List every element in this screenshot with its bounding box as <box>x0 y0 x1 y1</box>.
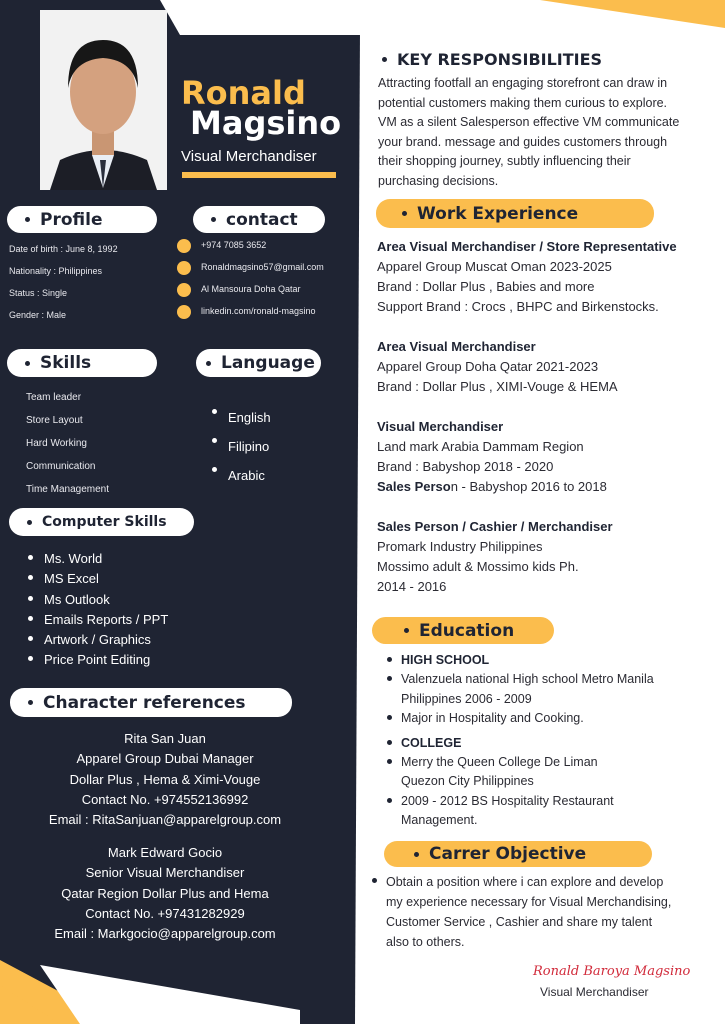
skills-heading: Skills <box>7 349 157 377</box>
education-item: Merry the Queen College De Liman Quezon City Philippines <box>385 753 705 792</box>
language-list <box>210 403 271 490</box>
objective-heading: Carrer Objective <box>384 841 652 867</box>
computer-skills-list <box>26 549 168 671</box>
last-name: Magsino <box>190 104 342 142</box>
profile-heading: Profile <box>7 206 157 233</box>
job-entry: Visual Merchandiser Land mark Arabia Dammam Region Brand : Babyshop 2018 - 2020 Sales Person - Babyshop 2016 to 2018 <box>377 417 722 497</box>
job-title: Visual Merchandiser <box>181 148 317 165</box>
contact-address: Al Mansoura Doha Qatar <box>177 282 324 304</box>
reference-company: Dollar Plus , Hema & Ximi-Vouge <box>69 771 261 787</box>
objective-item: Obtain a position where i can explore and develop my experience necessary for Visual Merchandising, Customer Service , Cashier and share my talent also to others. <box>370 872 715 952</box>
contact-heading: contact <box>193 206 325 233</box>
job-entry: Area Visual Merchandiser Apparel Group Doha Qatar 2021-2023 Brand : Dollar Plus , XIMI-Vouge & HEMA <box>377 337 722 397</box>
profile-status: Status : Single <box>9 288 68 298</box>
job-title: Sales Person / Cashier / Merchandiser <box>377 519 613 534</box>
location-icon <box>177 283 191 297</box>
skills-list <box>26 386 109 501</box>
reference-email[interactable]: Email : Markgocio@apparelgroup.com <box>54 926 276 942</box>
education-item: Valenzuela national High school Metro Manila Philippines 2006 - 2009 <box>385 670 705 709</box>
skill-item: Team leader <box>26 392 82 403</box>
bottom-left-white-shape <box>40 965 300 1024</box>
linkedin-icon <box>177 305 191 319</box>
contact-list <box>177 238 324 326</box>
job-entry: Sales Person / Cashier / Merchandiser Promark Industry Philippines Mossimo adult & Mossimo kids Ph. 2014 - 2016 <box>377 517 722 597</box>
first-name: Ronald <box>181 74 306 112</box>
computer-skill-item: MS Excel <box>26 569 168 589</box>
education-list <box>385 651 705 831</box>
computer-skills-heading: Computer Skills <box>9 508 194 536</box>
language-heading: Language <box>196 349 321 377</box>
signature: Ronald Baroya Magsino <box>533 964 691 979</box>
language-item: English <box>210 403 271 432</box>
responsibilities-text: Attracting footfall an engaging storefront can draw in potential customers making them curious to explore. VM as a silent Salesperson effective VM communicate your brand. message and guides customers through their shopping journey, subtly influencing their purchasing decisions. <box>378 76 680 188</box>
contact-email[interactable]: Ronaldmagsino57@gmail.com <box>177 260 324 282</box>
skill-item: Time Management <box>26 484 109 495</box>
profile-nationality: Nationality : Philippines <box>9 266 103 276</box>
contact-linkedin[interactable]: linkedin.com/ronald-magsino <box>177 304 324 326</box>
job-title: Area Visual Merchandiser <box>377 339 536 354</box>
reference-contact: Contact No. +974552136992 <box>81 791 249 807</box>
computer-skill-item: Ms Outlook <box>26 590 168 610</box>
mail-icon <box>177 261 191 275</box>
references-heading: Character references <box>10 688 292 717</box>
work-experience-list <box>377 237 722 597</box>
reference-email[interactable]: Email : RitaSanjuan@apparelgroup.com <box>48 812 282 828</box>
reference-2 <box>20 843 310 944</box>
responsibilities-heading: KEY RESPONSIBILITIES <box>382 50 602 69</box>
reference-name: Rita San Juan <box>124 731 206 746</box>
education-heading: Education <box>372 617 554 644</box>
education-item: 2009 - 2012 BS Hospitality Restaurant Management. <box>385 792 705 831</box>
profile-photo <box>40 10 167 190</box>
job-title: Area Visual Merchandiser / Store Representative <box>377 239 677 254</box>
education-item: Major in Hospitality and Cooking. <box>385 709 705 728</box>
computer-skill-item: Ms. World <box>26 549 168 569</box>
job-title: Visual Merchandiser <box>377 419 504 434</box>
computer-skill-item: Artwork / Graphics <box>26 630 168 650</box>
reference-position: Senior Visual Merchandiser <box>85 865 245 881</box>
profile-list <box>9 238 118 326</box>
skill-item: Hard Working <box>26 438 87 449</box>
job-entry: Area Visual Merchandiser / Store Representative Apparel Group Muscat Oman 2023-2025 Brand : Dollar Plus , Babies and more Support Brand : Crocs , BHPC and Birkenstocks. <box>377 237 722 317</box>
reference-company: Qatar Region Dollar Plus and Hema <box>61 885 269 901</box>
profile-dob: Date of birth : June 8, 1992 <box>9 244 118 254</box>
computer-skill-item: Price Point Editing <box>26 650 168 670</box>
signature-role: Visual Merchandiser <box>540 985 649 999</box>
college-label: COLLEGE <box>385 734 705 753</box>
reference-position: Apparel Group Dubai Manager <box>76 751 254 767</box>
phone-icon <box>177 239 191 253</box>
computer-skill-item: Emails Reports / PPT <box>26 610 168 630</box>
reference-name: Mark Edward Gocio <box>107 845 223 860</box>
high-school-label: HIGH SCHOOL <box>385 651 705 670</box>
language-item: Filipino <box>210 432 271 461</box>
skill-item: Store Layout <box>26 415 83 426</box>
objective-text <box>370 872 715 952</box>
skill-item: Communication <box>26 461 96 472</box>
title-underline <box>182 172 336 178</box>
contact-phone[interactable]: +974 7085 3652 <box>177 238 324 260</box>
profile-gender: Gender : Male <box>9 310 67 320</box>
reference-contact: Contact No. +97431282929 <box>85 905 245 921</box>
person-avatar <box>40 10 167 190</box>
work-experience-heading: Work Experience <box>376 199 654 228</box>
language-item: Arabic <box>210 461 271 490</box>
reference-1 <box>20 729 310 830</box>
